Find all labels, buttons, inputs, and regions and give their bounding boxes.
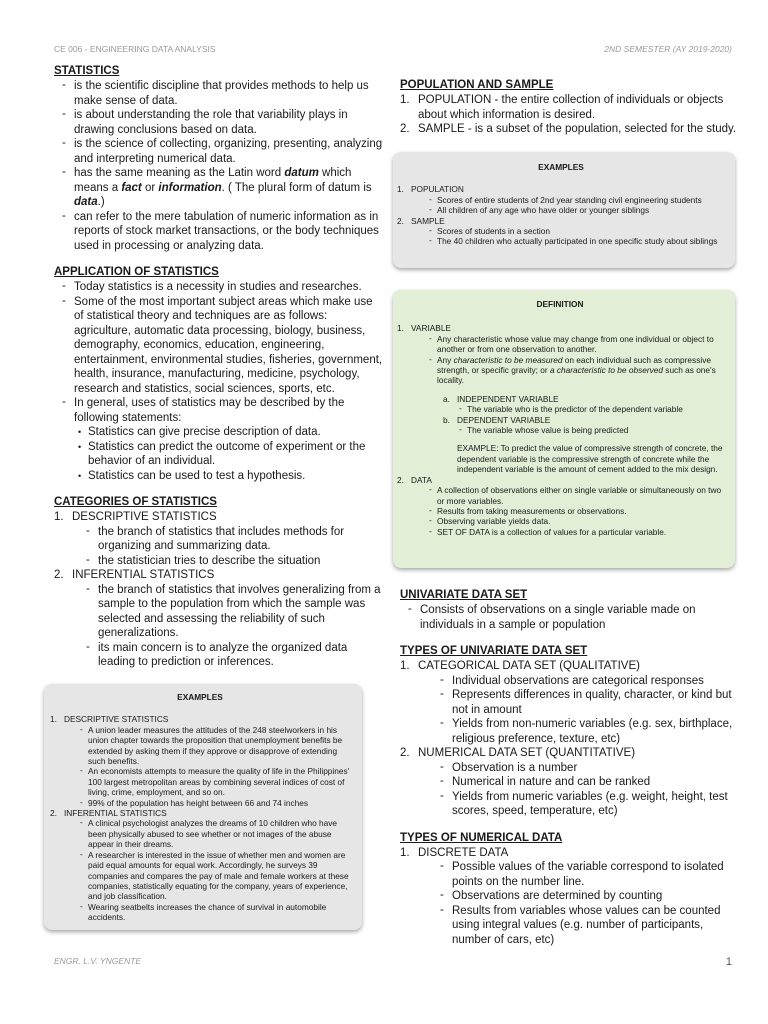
- list-item: - Numerical in nature and can be ranked: [438, 775, 738, 790]
- category-inferential: 2. INFERENTIAL STATISTICS: [54, 569, 215, 581]
- page-number: 1: [725, 956, 732, 968]
- dependent-variable: b. DEPENDENT VARIABLE: [443, 414, 551, 425]
- semester-header: 2ND SEMESTER (AY 2019-2020): [604, 44, 732, 54]
- example-descriptive: 1. DESCRIPTIVE STATISTICS: [50, 714, 169, 725]
- list-item: - Yields from numeric variables (e.g. weight, height, test scores, speed, temperature, etc): [438, 790, 738, 819]
- list-item: - All children of any age who have older or younger siblings: [427, 205, 725, 215]
- list-item: - A collection of observations either on single variable or simultaneously on two or more variables.: [427, 485, 723, 506]
- list-item: - Wearing seatbelts increases the chance of survival in automobile accidents.: [78, 902, 350, 923]
- application-sublist: [76, 425, 384, 483]
- course-header: CE 006 - ENGINEERING DATA ANALYSIS: [54, 44, 216, 54]
- types-numerical-heading: TYPES OF NUMERICAL DATA: [400, 831, 563, 844]
- sub-item: • Statistics can be used to test a hypothesis.: [76, 469, 384, 484]
- list-item: - Some of the most important subject areas which make use of statistical theory and techniques are as follows: agriculture, automatic data processing, biology, business, demography, economics, education, engineering, entertainment, environmental studies, fisheries, government, health, insurance, manufacturing, medicine, psychology, research and statistics, social sciences, sports, etc.: [60, 295, 384, 397]
- application-heading: APPLICATION OF STATISTICS: [54, 266, 219, 278]
- list-item: - Consists of observations on a single variable made on individuals in a sample or population: [406, 603, 738, 632]
- list-item: - is about understanding the role that variability plays in drawing conclusions based on data.: [60, 108, 384, 137]
- data-word: data: [74, 196, 98, 208]
- sample-item: 2. SAMPLE - is a subset of the population, selected for the study.: [400, 123, 737, 135]
- list-item: - 99% of the population has height between 66 and 74 inches: [78, 798, 350, 808]
- example-sample: 2. SAMPLE: [397, 215, 445, 226]
- list-item: - A clinical psychologist analyzes the dreams of 10 children who have been physically abused to see whether or not images of the abuse appear in their dreams.: [78, 818, 350, 849]
- examples-title: EXAMPLES: [177, 692, 223, 702]
- list-item: - can refer to the mere tabulation of numeric information as in reports of stock market transactions, or the body techniques used in processing or analyzing data.: [60, 210, 384, 254]
- left-column: [54, 64, 384, 670]
- list-item: - the branch of statistics that includes methods for organizing and summarizing data.: [84, 525, 384, 554]
- examples-title: EXAMPLES: [538, 162, 584, 172]
- list-item: - The variable who is the predictor of the dependent variable: [457, 404, 723, 414]
- list-item-datum: - has the same meaning as the Latin word datum which means a fact or information. ( The plural form of datum is data.): [60, 166, 384, 210]
- list-item: - An economists attempts to measure the quality of life in the Philippines' 100 largest metropolitan areas by combining several indices of cost of living, crime, employment, and so on.: [78, 766, 350, 797]
- list-item: - the statistician tries to describe the situation: [84, 554, 384, 569]
- list-item: - Any characteristic whose value may change from one individual or object to another or from one observation to another.: [427, 334, 723, 355]
- sub-item: • Statistics can predict the outcome of experiment or the behavior of an individual.: [76, 440, 384, 469]
- right-column-bottom: [400, 588, 738, 947]
- list-item: - the branch of statistics that involves generalizing from a sample to the population from which the sample was selected and assessing the reliability of such generalizations.: [84, 583, 384, 641]
- example-inferential: 2. INFERENTIAL STATISTICS: [50, 808, 167, 819]
- example-population: 1. POPULATION: [397, 184, 464, 195]
- list-item: - SET OF DATA is a collection of values for a particular variable.: [427, 527, 723, 537]
- author-footer: ENGR. L.V. YNGENTE: [54, 956, 142, 966]
- categorical-data-set: 1. CATEGORICAL DATA SET (QUALITATIVE): [400, 660, 640, 672]
- list-item: - Scores of students in a section: [427, 226, 725, 236]
- population-item: 1. POPULATION - the entire collection of individuals or objects about which information is desired.: [400, 94, 724, 121]
- list-item: - Scores of entire students of 2nd year standing civil engineering students: [427, 195, 725, 205]
- list-item: - Observation is a number: [438, 761, 738, 776]
- definition-variable: 1. VARIABLE: [397, 323, 451, 334]
- list-item: - Any characteristic to be measured on each individual such as compressive strength, or specific gravity; or a characteristic to be observed such as one's locality.: [427, 355, 723, 386]
- numerical-data-set: 2. NUMERICAL DATA SET (QUANTITATIVE): [400, 747, 636, 759]
- right-column-top: [400, 78, 738, 137]
- list-item: - Results from variables whose values can be counted using integral values (e.g. number of participants, number of cars, etc): [438, 904, 738, 948]
- list-item: - Possible values of the variable correspond to isolated points on the number line.: [438, 860, 738, 889]
- univariate-heading: UNIVARIATE DATA SET: [400, 589, 528, 601]
- statistics-heading: STATISTICS: [54, 65, 120, 77]
- list-item: - Yields from non-numeric variables (e.g. sex, birthplace, religious preference, texture, etc): [438, 717, 738, 746]
- list-item: - Observations are determined by counting: [438, 889, 738, 904]
- list-item: - Today statistics is a necessity in studies and researches.: [60, 280, 384, 295]
- list-item: - The 40 children who actually participated in one specific study about siblings: [427, 236, 725, 246]
- independent-variable: a. INDEPENDENT VARIABLE: [443, 393, 559, 404]
- definition-title: DEFINITION: [536, 299, 584, 309]
- examples-box-population: [393, 152, 735, 268]
- categories-heading: CATEGORIES OF STATISTICS: [54, 496, 217, 508]
- discrete-data: 1. DISCRETE DATA: [400, 846, 509, 859]
- datum-word: datum: [284, 167, 319, 179]
- examples-box-categories: [44, 684, 362, 930]
- types-univariate-heading: TYPES OF UNIVARIATE DATA SET: [400, 645, 588, 657]
- list-item: - The variable whose value is being predicted: [457, 425, 723, 435]
- list-item: - A researcher is interested in the issue of whether men and women are paid equal amounts for equal work. Accordingly, he surveys 39 companies and compares the pay of male and female workers at these companies, statistically equating for the company, years of experience, and job classification.: [78, 850, 350, 902]
- sub-item: • Statistics can give precise description of data.: [76, 425, 384, 440]
- population-heading: POPULATION AND SAMPLE: [400, 79, 554, 91]
- fact-word: fact: [121, 181, 142, 194]
- statistics-list: [60, 79, 384, 253]
- variable-example: EXAMPLE: To predict the value of compressive strength of concrete, the dependent variable is the compressive strength of concrete while the independent variable is the amount of cement added to the mix design.: [457, 443, 723, 475]
- information-word: information: [158, 181, 222, 194]
- list-item: - Individual observations are categorical responses: [438, 674, 738, 689]
- list-item: - its main concern is to analyze the organized data leading to prediction or inferences.: [84, 641, 384, 670]
- application-list: [60, 280, 384, 483]
- definition-data: 2. DATA: [397, 474, 432, 485]
- definition-box: [393, 290, 735, 568]
- list-item: - Results from taking measurements or observations.: [427, 506, 723, 516]
- list-item: - In general, uses of statistics may be described by the following statements:: [60, 396, 384, 425]
- list-item: - Represents differences in quality, character, or kind but not in amount: [438, 688, 738, 717]
- category-descriptive: 1. DESCRIPTIVE STATISTICS: [54, 511, 217, 523]
- descriptive-list: [84, 525, 384, 569]
- list-item: - A union leader measures the attitudes of the 248 steelworkers in his union chapter towards the proposition that unemployment benefits be extended by asking them if they approve or disapprove of extending such benefits.: [78, 725, 350, 767]
- inferential-list: [84, 583, 384, 670]
- list-item: - Observing variable yields data.: [427, 516, 723, 526]
- list-item: - is the science of collecting, organizing, presenting, analyzing and interpreting numerical data.: [60, 137, 384, 166]
- list-item: - is the scientific discipline that provides methods to help us make sense of data.: [60, 79, 384, 108]
